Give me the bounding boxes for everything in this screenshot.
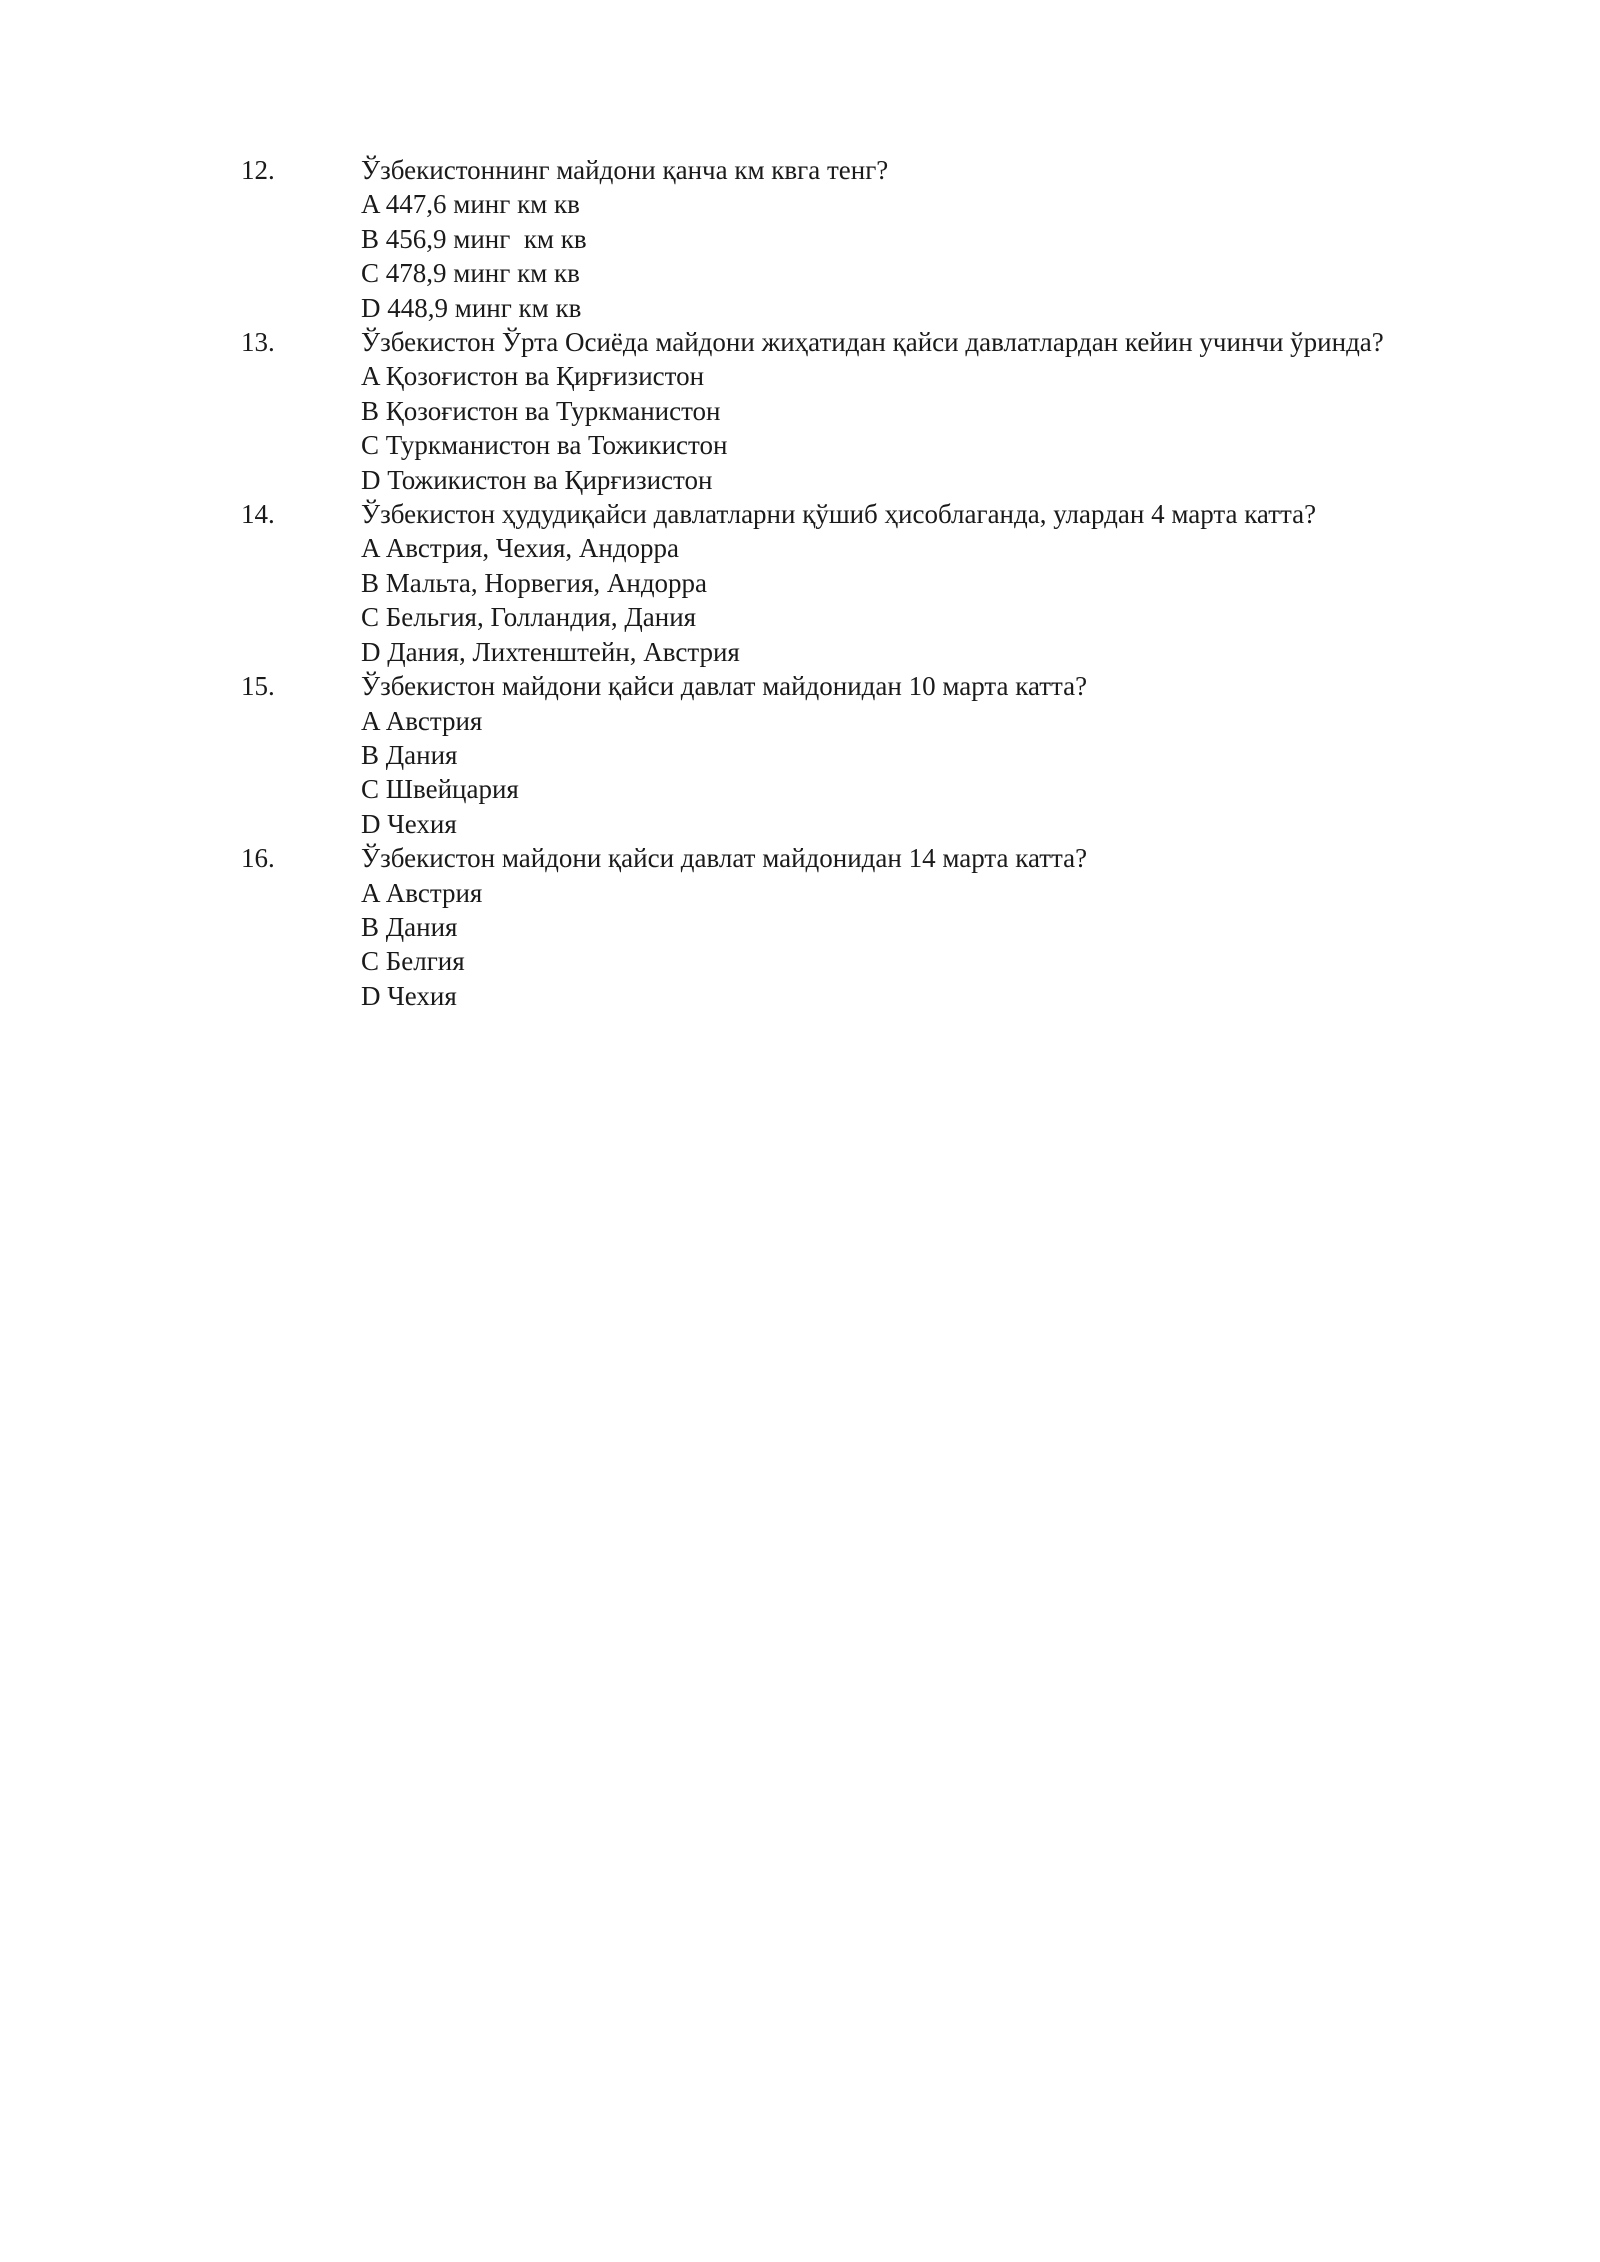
question-number: 15. xyxy=(241,671,275,702)
answer-option: B 456,9 минг км кв xyxy=(361,223,587,254)
answer-option: D Дания, Лихтенштейн, Австрия xyxy=(361,636,740,667)
question-text: Ўзбекистон майдони қайси давлат майдонидан 10 марта катта? xyxy=(361,671,1088,702)
question-list xyxy=(241,153,1459,1013)
question-body xyxy=(361,669,1459,841)
answer-option: B Дания xyxy=(361,911,458,942)
answer-option: D Чехия xyxy=(361,808,457,839)
question-item xyxy=(241,153,1459,325)
answer-option: C Бельгия, Голландия, Дания xyxy=(361,602,697,633)
answer-option: D Чехия xyxy=(361,980,457,1011)
question-item xyxy=(241,669,1459,841)
answer-option: B Қозоғистон ва Туркманистон xyxy=(361,395,721,426)
question-body xyxy=(361,497,1459,669)
question-text: Ўзбекистон Ўрта Осиёда майдони жиҳатидан қайси давлатлардан кейин учинчи ўринда? xyxy=(361,327,1384,358)
question-number: 16. xyxy=(241,843,275,874)
answer-option: C 478,9 минг км кв xyxy=(361,258,580,289)
question-item xyxy=(241,325,1459,497)
answer-option: B Дания xyxy=(361,739,458,770)
question-body xyxy=(361,325,1459,497)
question-body xyxy=(361,841,1459,1013)
answer-option: D Тожикистон ва Қирғизистон xyxy=(361,464,713,495)
question-item xyxy=(241,497,1459,669)
question-number: 14. xyxy=(241,499,275,530)
answer-option: A Австрия xyxy=(361,877,483,908)
answer-option: B Мальта, Норвегия, Андорра xyxy=(361,567,708,598)
question-text: Ўзбекистон майдони қайси давлат майдонидан 14 марта катта? xyxy=(361,843,1088,874)
question-number: 13. xyxy=(241,327,275,358)
answer-option: A Қозоғистон ва Қирғизистон xyxy=(361,361,705,392)
answer-option: C Белгия xyxy=(361,946,465,977)
answer-option: C Туркманистон ва Тожикистон xyxy=(361,430,728,461)
answer-option: A Австрия, Чехия, Андорра xyxy=(361,533,680,564)
question-item xyxy=(241,841,1459,1013)
question-body xyxy=(361,153,1459,325)
question-text: Ўзбекистон ҳудудиқайси давлатларни қўшиб ҳисоблаганда, улардан 4 марта катта? xyxy=(361,499,1317,530)
question-text: Ўзбекистоннинг майдони қанча км квга тенг? xyxy=(361,155,889,185)
answer-option: C Швейцария xyxy=(361,774,519,805)
answer-option: A Австрия xyxy=(361,705,483,736)
question-number: 12. xyxy=(241,155,275,185)
answer-option: A 447,6 минг км кв xyxy=(361,189,580,220)
answer-option: D 448,9 минг км кв xyxy=(361,292,582,323)
